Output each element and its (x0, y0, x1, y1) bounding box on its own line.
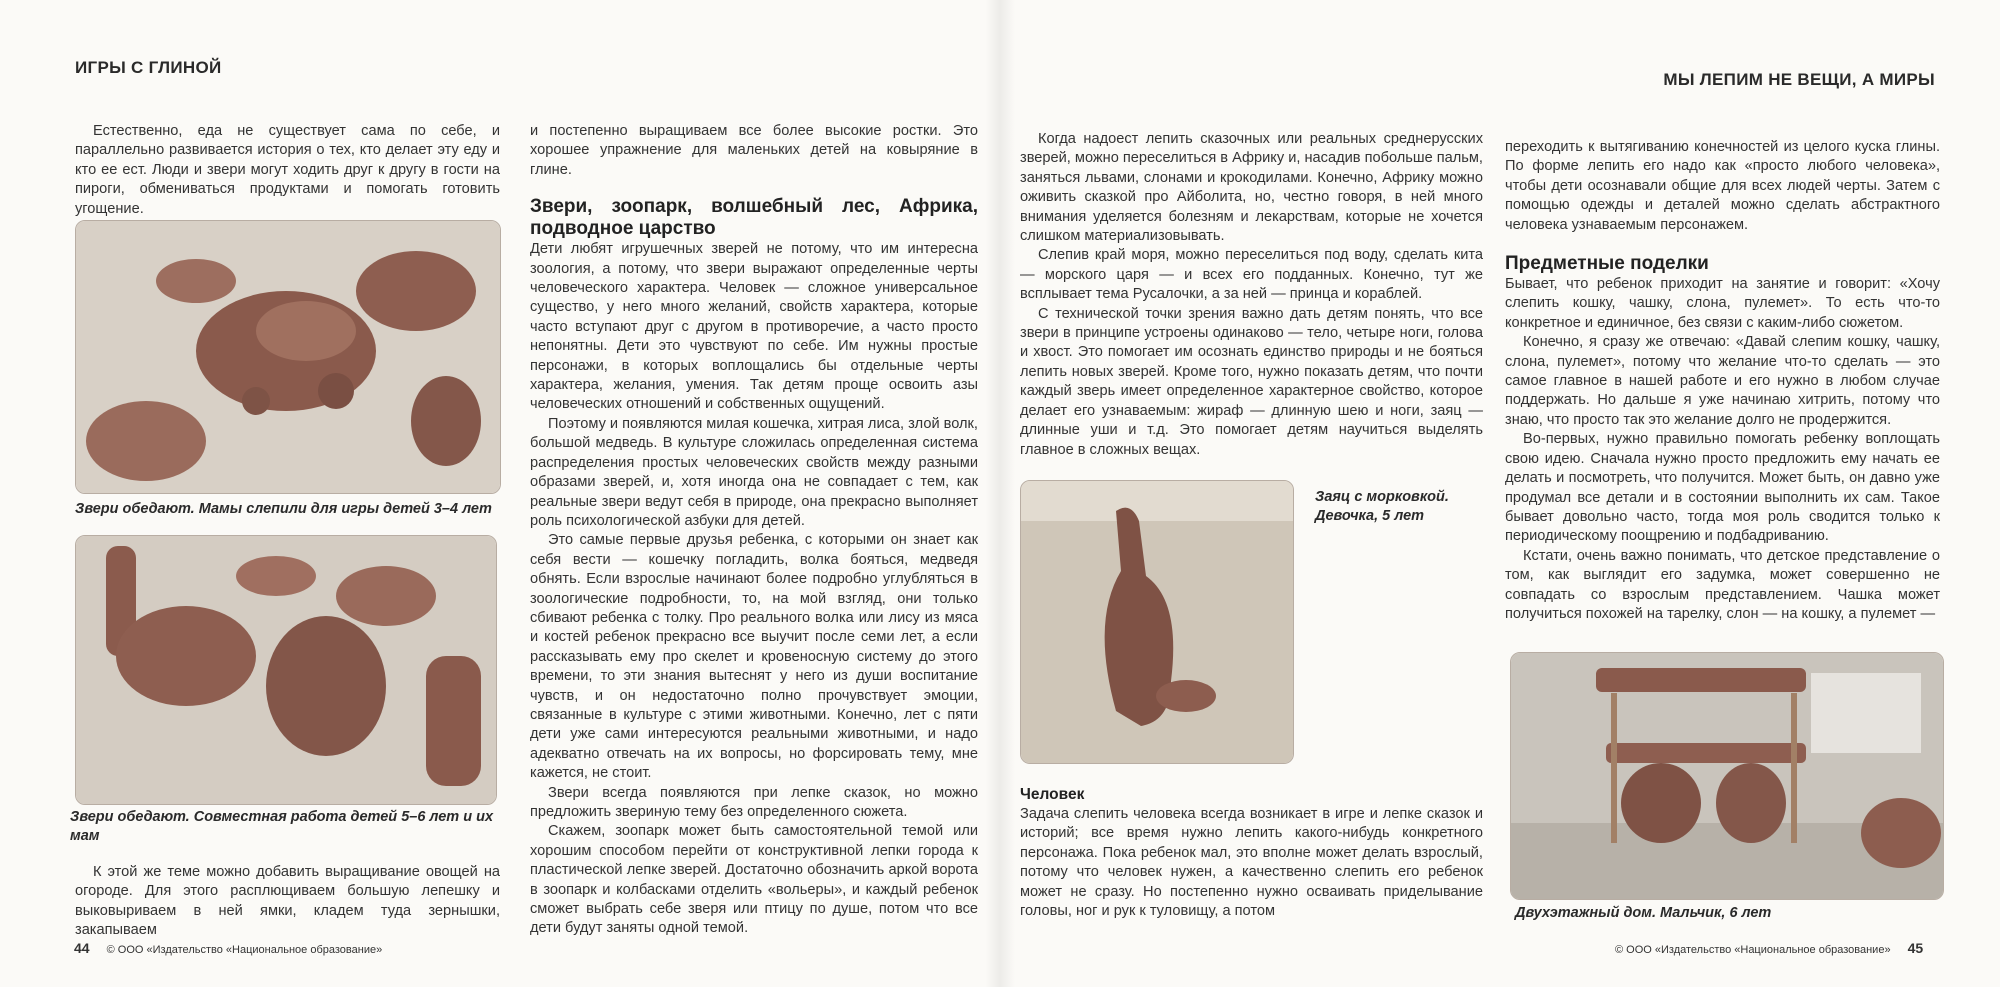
page-number-right: 45 (1907, 940, 1924, 956)
paragraph: и постепенно выращиваем все более высокие ростки. Это хорошее упражнение для маленьких детей на ковыряние в глине. (530, 123, 978, 178)
paragraph: переходить к вытягиванию конечностей из целого куска глины. По форме лепить его надо как «просто любого человека», чтобы дети осознавали общие для всех людей черты. Затем с помощью одежды и деталей можно сделать абстрактного человека узнаваемым персонажем. (1505, 139, 1940, 233)
paragraph: Слепив край моря, можно переселиться под воду, сделать кита — морского царя — и всех его подданных. Конечно, тут же всплывает тема Русалочки, а за ней — принца и кораблей. (1020, 247, 1483, 303)
paragraph: Звери всегда появляются при лепке сказок, но можно предложить звериную тему без определенного сюжета. (530, 784, 978, 820)
book-gutter (985, 0, 1015, 987)
section-heading-animals: Звери, зоопарк, волшебный лес, Африка, подводное царство (530, 196, 978, 240)
caption-photo-1: Звери обедают. Мамы слепили для игры детей 3–4 лет (75, 501, 492, 517)
caption-photo-3: Заяц с морковкой. Девочка, 5 лет (1315, 489, 1449, 524)
left-col1-outro (75, 863, 500, 941)
paragraph: Задача слепить человека всегда возникает в игре и лепке сказок и историй; все время нужно лепить какого-нибудь конкретного персонажа. Пока ребенок мал, это вполне может делать взрослый, потому что человек нужен, а качественно слепить его ребенок может не сразу. Но постепенно нужно осваивать приделывание головы, ног и рук к туловищу, а потом (1020, 806, 1483, 920)
running-head-left: ИГРЫ С ГЛИНОЙ (75, 58, 222, 77)
photo-two-storey-house (1510, 652, 1944, 900)
photo-animals-dinner-1 (75, 220, 501, 494)
left-col2 (530, 122, 978, 939)
clay-animals-image (76, 221, 500, 493)
right-col4 (1505, 138, 1940, 624)
paragraph: Бывает, что ребенок приходит на занятие и говорит: «Хочу слепить кошку, чашку, слона, пулемет». То есть что-то конкретное и единичное, без связи с каким-либо сюжетом. (1505, 276, 1940, 331)
publisher-left: © ООО «Издательство «Национальное образование» (106, 944, 383, 956)
section-heading-human: Человек (1020, 786, 1085, 803)
clay-hare-image (1021, 481, 1293, 763)
paragraph: Это самые первые друзья ребенка, с которыми он знает как себя вести — кошечку погладить, волка бояться, медведя обнять. Если взрослые начинают более подробно углубляться в зоологические подробности, то, на мой взгляд, они только сбивают ребенка с толку. Про реального волка или лису из мяса и костей ребенок прекрасно все выучит после семи лет, а если рассказывать ему про скелет и кровеносную систему до этого времени, то эти знания вытеснят у него из души воспитание чувств, и он недостаточно полно прочувствует эмоции, связанные в культуре с этими животными. Конечно, лет с пяти дети уже сами интересуются реальными животными, и надо адекватно отвечать на их вопросы, но форсировать тему, мне кажется, не стоит. (530, 532, 978, 782)
publisher-right: © ООО «Издательство «Национальное образование» (1615, 944, 1891, 956)
paragraph: Во-первых, нужно правильно помогать ребенку воплощать свою идею. Сначала нужно просто предложить ему начать ее делать и посмотреть, что получится. Может быть, он давно уже продумал все детали и в состоянии выполнить их сам. Такое бывает довольно часто, тогда моя роль сводится только к периодическому поощрению и подбадриванию. (1505, 431, 1940, 545)
paragraph: С технической точки зрения важно дать детям понять, что все звери в принципе устроены одинаково — тело, четыре ноги, голова и хвост. Это помогает им осознать единство природы и не бояться лепить новых зверей. Кроме того, нужно показать детям, что почти каждый зверь имеет определенное характерное свойство, которое делает его узнаваемым: жираф — длинную шею и ноги, заяц — длинные уши и т.д. Это помогает детям научиться выделять главное в сложных вещах. (1020, 305, 1483, 458)
paragraph: Когда надоест лепить сказочных или реальных среднерусских зверей, можно переселиться в Африку и, насадив побольше пальм, заняться львами, слонами и крокодилами. Конечно, Африку можно оживить сказкой про Айболита, но, честно говоря, в ней много внимания уделяется болезням и лекарствам, которые не хочется слишком материализовывать. (1020, 131, 1483, 245)
paragraph: Кстати, очень важно понимать, что детское представление о том, как выглядит его задумка, может совершенно не совпадать со взрослым представлением. Чашка может получиться похожей на тарелку, слон — на кошку, а пулемет — (1505, 547, 1940, 622)
paragraph: Скажем, зоопарк может быть самостоятельной темой или хорошим способом перейти от конструктивной лепки города к пластической лепке зверей. Достаточно обозначить аркой ворота в зоопарк и колбасками отделить «вольеры», и каждый ребенок сможет выбрать себе зверя или птицу по душе, потом что все дети будут заняты одной темой. (530, 823, 978, 937)
left-col1-intro (75, 122, 500, 219)
paragraph: Дети любят игрушечных зверей не потому, что им интересна зоология, а потому, что звери выражают определенные черты человеческого характера. Человек — сложное универсальное существо, у него много желаний, свойств характера, которые часто вступают друг с другом в противоречие, а часто просто непонятны. Дети это чувствуют по себе. Им нужны простые персонажи, в которых воплощались бы отдельные черты характера, желания, умения. Так детям проще освоить азы человеческих отношений и собственных ощущений. (530, 241, 978, 413)
right-col3-top (1020, 130, 1483, 460)
section-heading-objects: Предметные поделки (1505, 253, 1709, 275)
caption-photo-4: Двухэтажный дом. Мальчик, 6 лет (1515, 905, 1772, 921)
right-col3-bottom (1020, 785, 1483, 921)
caption-photo-2: Звери обедают. Совместная работа детей 5–6 лет и их мам (70, 809, 494, 844)
page-number-left: 44 (74, 940, 90, 956)
photo-hare-carrot (1020, 480, 1294, 764)
folio-left (60, 940, 382, 956)
paragraph: Конечно, я сразу же отвечаю: «Давай слепим кошку, чашку, слона, пулемет», потому что желание что-то сделать — это самое главное в нашей работе и его нужно в любом случае поддержать. Но дальше я уже начинаю хитрить, потому что знаю, что просто так это желание долго не продержится. (1505, 334, 1940, 428)
paragraph: Естественно, еда не существует сама по себе, и параллельно развивается история о тех, кто делает эту еду и кто ее ест. Люди и звери могут ходить друг к другу в гости на пироги, обмениваться продуктами и помогать готовить угощение. (75, 123, 500, 217)
clay-animals-joint-image (76, 536, 496, 804)
paragraph: К этой же теме можно добавить выращивание овощей на огороде. Для этого расплющиваем большую лепешку и выковыриваем в ней ямки, кладем туда зернышки, закапываем (75, 864, 500, 939)
paragraph: Поэтому и появляются милая кошечка, хитрая лиса, злой волк, большой медведь. В культуре сложилась определенная система распределения простых человеческих свойств между разными образами зверей, и, хотя иногда она не совпадает с тем, как реальные звери ведут себя в природе, она прекрасно выполняет роль психологической азбуки для детей. (530, 415, 978, 529)
clay-house-image (1511, 653, 1943, 899)
running-head-right: МЫ ЛЕПИМ НЕ ВЕЩИ, А МИРЫ (1663, 70, 1935, 89)
photo-animals-dinner-2 (75, 535, 497, 805)
folio-right (1615, 940, 1937, 956)
